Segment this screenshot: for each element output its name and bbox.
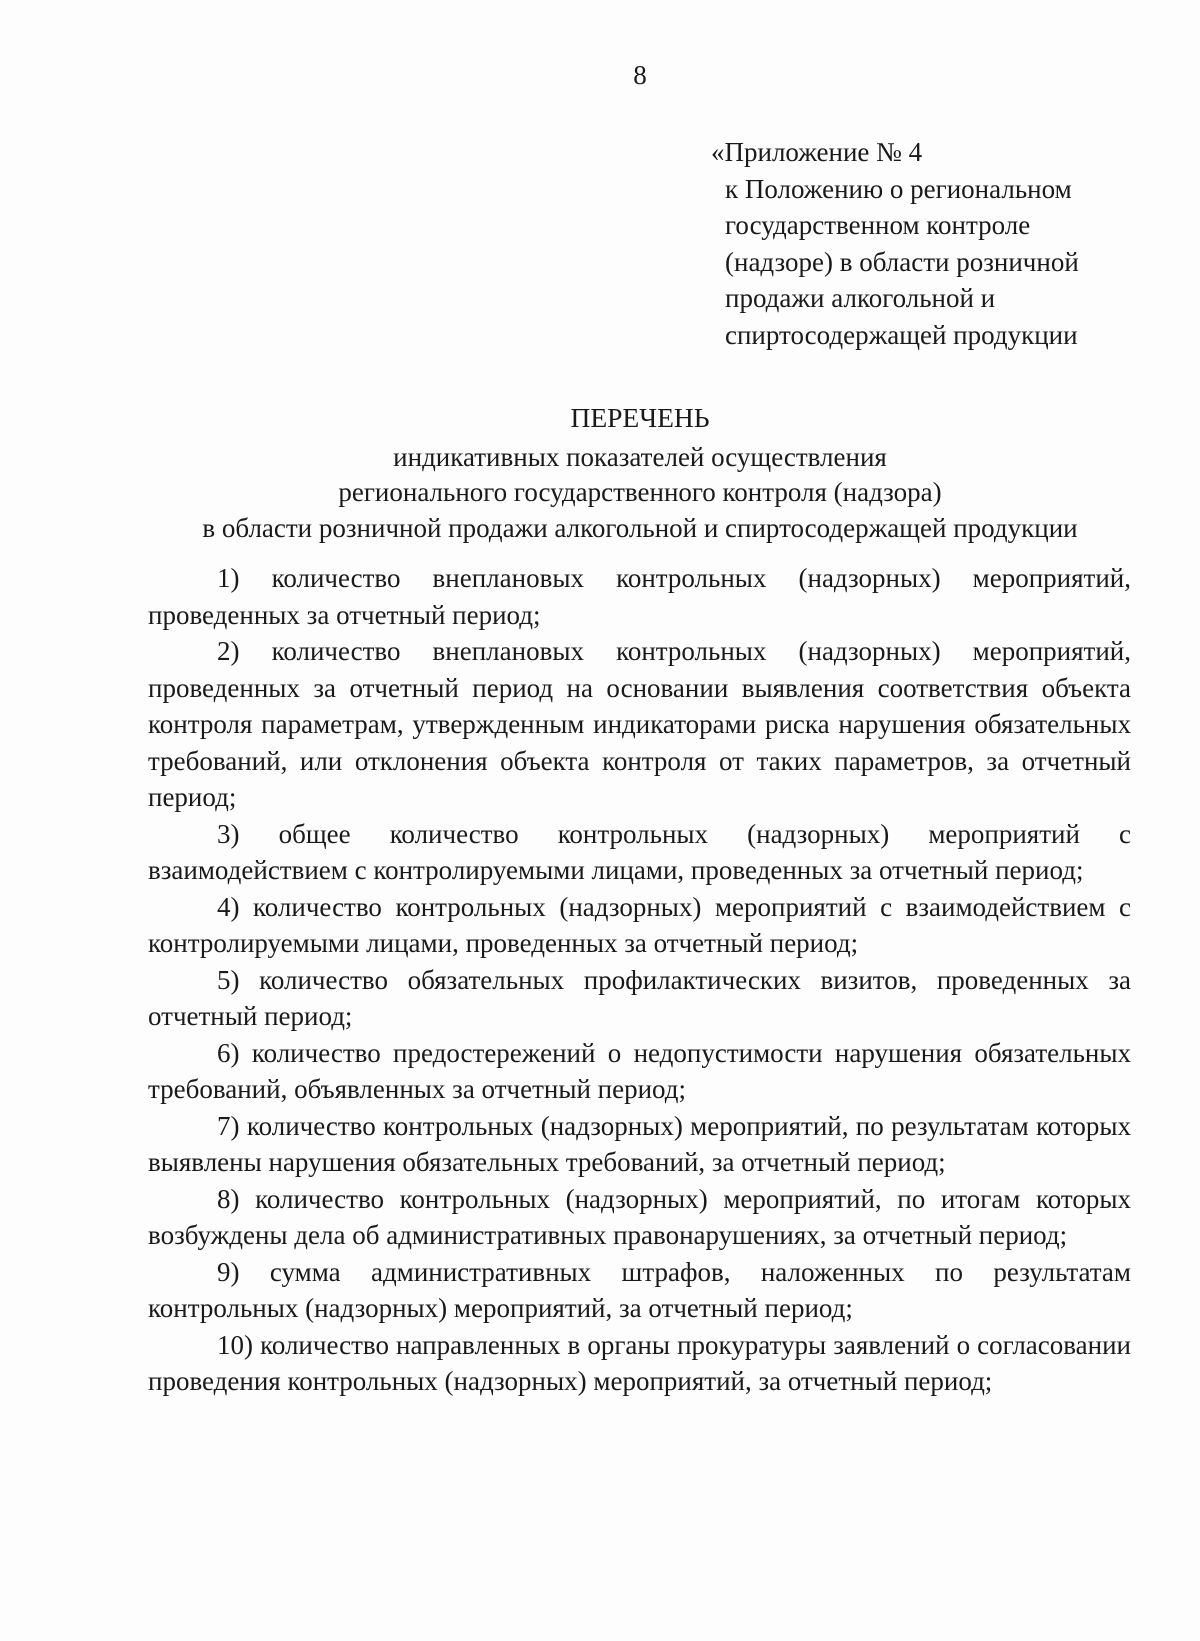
title-subtitle-line: регионального государственного контроля (надзора) <box>338 477 942 507</box>
list-item: 8) количество контрольных (надзорных) мероприятий, по итогам которых возбуждены дела об административных правонарушениях, за отчетный период; <box>148 1183 1131 1250</box>
list-item: 9) сумма административных штрафов, наложенных по результатам контрольных (надзорных) мероприятий, за отчетный период; <box>148 1256 1131 1323</box>
title-main: ПЕРЕЧЕНЬ <box>570 402 710 433</box>
list-item: 5) количество обязательных профилактических визитов, проведенных за отчетный период; <box>148 964 1131 1031</box>
title-subtitle-line: в области розничной продажи алкогольной и спиртосодержащей продукции <box>202 512 1078 543</box>
list-item: 4) количество контрольных (надзорных) мероприятий с взаимодействием с контролируемыми лицами, проведенных за отчетный период; <box>148 891 1131 958</box>
annex-line: государственном контроле <box>725 210 1031 240</box>
list-item: 2) количество внеплановых контрольных (надзорных) мероприятий, проведенных за отчетный период на основании выявления соответствия объекта контроля параметрам, утвержденным индикаторами риска нарушения обязательных требований, или отклонения объекта контроля от таких параметров, за отчетный период; <box>148 636 1131 812</box>
list-item: 7) количество контрольных (надзорных) мероприятий, по результатам которых выявлены нарушения обязательных требований, за отчетный период; <box>148 1110 1131 1177</box>
list-item: 3) общее количество контрольных (надзорных) мероприятий с взаимодействием с контролируемыми лицами, проведенных за отчетный период; <box>148 818 1131 885</box>
document-title <box>140 400 1140 546</box>
page-number: 8 <box>633 60 647 90</box>
list-item: 1) количество внеплановых контрольных (надзорных) мероприятий, проведенных за отчетный период; <box>148 563 1131 630</box>
annex-line: спиртосодержащей продукции <box>725 319 1078 350</box>
annex-header <box>711 134 1151 353</box>
annex-title: «Приложение № 4 <box>711 137 923 167</box>
list-item: 6) количество предостережений о недопустимости нарушения обязательных требований, объявленных за отчетный период; <box>148 1037 1131 1104</box>
indicator-list <box>148 560 1131 1400</box>
title-subtitle-line: индикативных показателей осуществления <box>393 441 887 472</box>
annex-line: продажи алкогольной и <box>725 283 996 313</box>
list-item: 10) количество направленных в органы прокуратуры заявлений о согласовании проведения контрольных (надзорных) мероприятий, за отчетный период; <box>148 1329 1131 1396</box>
annex-line: (надзоре) в области розничной <box>725 246 1079 277</box>
annex-line: к Положению о региональном <box>725 173 1072 204</box>
